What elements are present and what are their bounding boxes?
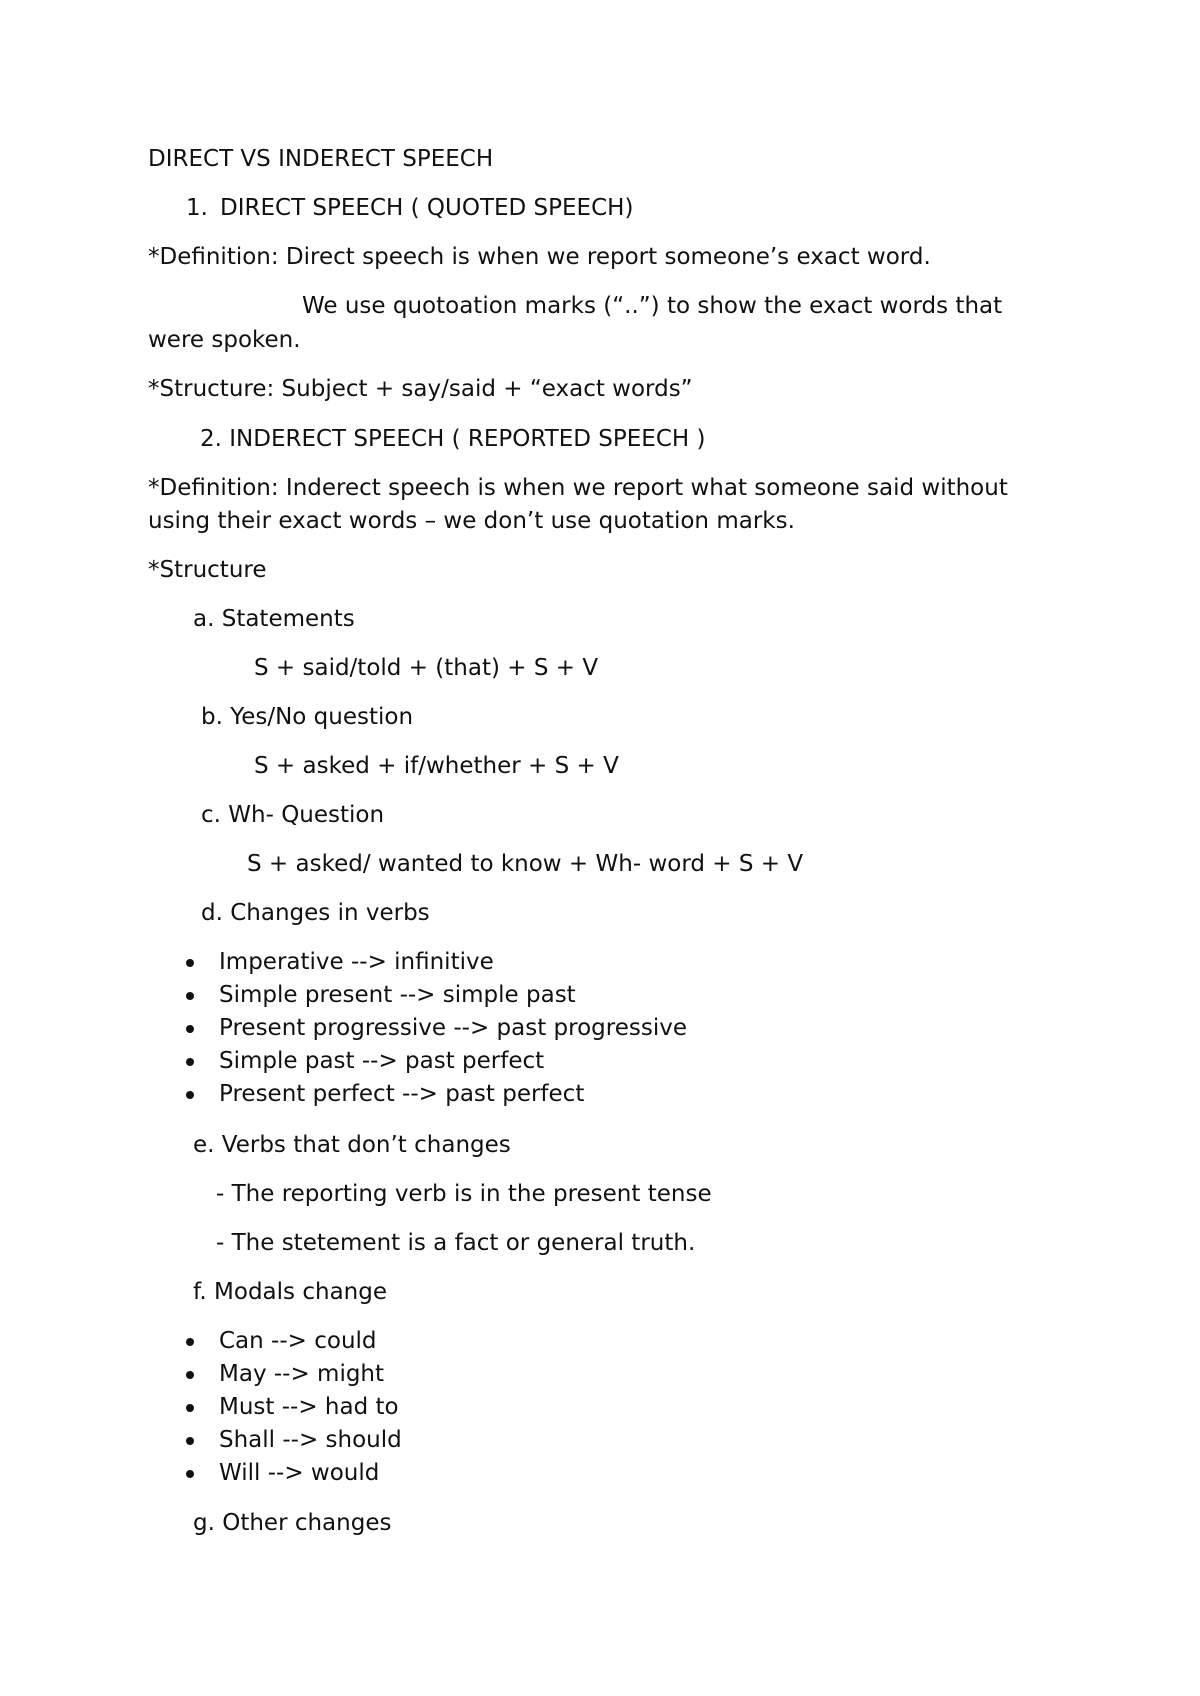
- document-title: DIRECT VS INDERECT SPEECH: [148, 146, 494, 172]
- section-1-heading: DIRECT SPEECH ( QUOTED SPEECH): [220, 195, 634, 221]
- yes-no-label: b. Yes/No question: [201, 704, 414, 730]
- statements-formula: S + said/told + (that) + S + V: [254, 655, 599, 681]
- verb-changes-list: [186, 946, 687, 1111]
- bullet-icon: [186, 992, 194, 1000]
- unchanged-verbs-rule-1: - The reporting verb is in the present tense: [216, 1181, 712, 1207]
- section-1-number: 1.: [186, 195, 208, 221]
- bullet-icon: [186, 1404, 194, 1412]
- list-item: Shall --> should: [186, 1424, 402, 1457]
- list-item: Simple present --> simple past: [186, 979, 687, 1012]
- direct-definition-continued: We use quotoation marks (“..”) to show the exact words that: [302, 293, 1003, 319]
- direct-definition-wrap: were spoken.: [148, 327, 301, 353]
- indirect-structure-label: *Structure: [148, 557, 267, 583]
- direct-structure: *Structure: Subject + say/said + “exact words”: [148, 376, 693, 402]
- bullet-icon: [186, 1091, 194, 1099]
- bullet-icon: [186, 1470, 194, 1478]
- indirect-definition: *Definition: Inderect speech is when we report what someone said without: [148, 475, 1008, 501]
- bullet-icon: [186, 1058, 194, 1066]
- list-item: Can --> could: [186, 1325, 402, 1358]
- unchanged-verbs-label: e. Verbs that don’t changes: [193, 1132, 511, 1158]
- direct-definition: *Definition: Direct speech is when we report someone’s exact word.: [148, 244, 931, 270]
- list-item: May --> might: [186, 1358, 402, 1391]
- bullet-icon: [186, 1025, 194, 1033]
- modals-change-list: [186, 1325, 402, 1490]
- list-item: Must --> had to: [186, 1391, 402, 1424]
- yes-no-formula: S + asked + if/whether + S + V: [254, 753, 619, 779]
- statements-label: a. Statements: [193, 606, 355, 632]
- list-item: Imperative --> infinitive: [186, 946, 687, 979]
- list-item: Present progressive --> past progressive: [186, 1012, 687, 1045]
- list-item: Will --> would: [186, 1457, 402, 1490]
- bullet-icon: [186, 1371, 194, 1379]
- modals-change-label: f. Modals change: [193, 1279, 387, 1305]
- list-item: Simple past --> past perfect: [186, 1045, 687, 1078]
- wh-question-formula: S + asked/ wanted to know + Wh- word + S + V: [247, 851, 804, 877]
- wh-question-label: c. Wh- Question: [201, 802, 385, 828]
- list-item: Present perfect --> past perfect: [186, 1078, 687, 1111]
- bullet-icon: [186, 959, 194, 967]
- other-changes-label: g. Other changes: [193, 1510, 392, 1536]
- indirect-definition-wrap: using their exact words – we don’t use quotation marks.: [148, 508, 795, 534]
- bullet-icon: [186, 1437, 194, 1445]
- verb-changes-label: d. Changes in verbs: [201, 900, 430, 926]
- unchanged-verbs-rule-2: - The stetement is a fact or general truth.: [216, 1230, 696, 1256]
- section-2-heading: 2. INDERECT SPEECH ( REPORTED SPEECH ): [200, 426, 706, 452]
- bullet-icon: [186, 1338, 194, 1346]
